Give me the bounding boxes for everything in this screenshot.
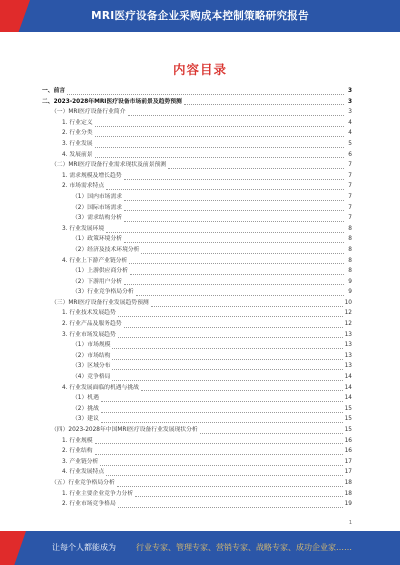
toc-entry-label: （2）下游用户分析 — [72, 278, 123, 285]
toc-leader-dots — [101, 395, 343, 402]
toc-entry-page: 14 — [344, 384, 352, 391]
toc-entry-label: （2）挑战 — [72, 405, 99, 412]
toc-leader-dots — [136, 289, 344, 296]
toc-entry-label: 2. 行业产品及服务趋势 — [62, 321, 122, 328]
toc-leader-dots — [168, 162, 344, 169]
toc-entry-page: 15 — [344, 416, 352, 423]
toc-entry-page: 3 — [348, 109, 352, 116]
toc-entry-page: 15 — [344, 427, 352, 433]
toc-entry-label: （3）区域分布 — [72, 363, 111, 370]
toc-entry-label: （1）机遇 — [72, 395, 99, 402]
toc-entry[interactable] — [42, 436, 352, 447]
toc-entry-label: 二、2023-2028年MRI医疗设备市场前景及趋势预测 — [42, 98, 182, 105]
toc-entry-page: 9 — [348, 289, 352, 296]
toc-entry-page: 4 — [348, 130, 352, 137]
toc-entry[interactable] — [42, 489, 352, 500]
toc-heading: 内容目录 — [172, 62, 227, 77]
toc-entry-page: 7 — [348, 183, 352, 190]
toc-entry-page: 3 — [347, 98, 352, 105]
toc-entry-page: 12 — [344, 321, 352, 328]
toc-entry[interactable] — [42, 319, 352, 330]
toc-entry[interactable] — [42, 308, 352, 319]
page-header — [0, 0, 400, 32]
toc-entry-page: 13 — [344, 352, 352, 359]
toc-entry-label: （3）需求结构分析 — [72, 215, 123, 222]
footer-slogan-left: 让每个人都能成为 — [52, 543, 116, 552]
toc-entry[interactable] — [42, 256, 352, 267]
page-footer — [0, 531, 400, 565]
toc-entry[interactable] — [42, 467, 352, 478]
toc-entry-page: 8 — [348, 225, 352, 232]
toc-entry[interactable] — [42, 404, 352, 415]
toc-entry[interactable] — [42, 446, 352, 457]
toc-entry-label: （1）市场规模 — [72, 342, 111, 349]
toc-leader-dots — [184, 98, 344, 105]
toc-entry[interactable] — [42, 213, 352, 224]
toc-entry-label: （1）国内市场需求 — [72, 193, 123, 200]
toc-entry[interactable] — [42, 181, 352, 192]
toc-leader-dots — [130, 268, 344, 275]
toc-entry-page: 7 — [348, 162, 352, 169]
toc-entry-page: 14 — [344, 374, 352, 381]
toc-entry-page: 7 — [348, 172, 352, 179]
toc-entry-page: 13 — [344, 342, 352, 349]
toc-leader-dots — [124, 236, 344, 243]
toc-entry-page: 13 — [344, 331, 352, 338]
toc-entry[interactable] — [42, 266, 352, 277]
toc-entry[interactable] — [42, 372, 352, 383]
toc-entry-page: 12 — [344, 310, 352, 317]
toc-entry[interactable] — [42, 499, 352, 510]
toc-leader-dots — [100, 459, 342, 466]
toc-entry-label: （三）MRI医疗设备行业发展趋势预测 — [51, 299, 149, 306]
toc-entry-label: 1. 行业定义 — [62, 119, 93, 126]
toc-entry-label: （3）行业竞争格局分析 — [72, 289, 134, 296]
toc-entry-label: （1）政策环境分析 — [72, 236, 123, 243]
toc-entry-page: 17 — [344, 458, 352, 465]
toc-entry-label: （3）建议 — [72, 416, 99, 423]
toc-entry[interactable] — [42, 107, 352, 118]
footer-slogan-right: 行业专家、管理专家、营销专家、战略专家、成功企业家…… — [136, 543, 352, 552]
toc-entry[interactable] — [42, 414, 352, 425]
toc-entry-page: 18 — [344, 479, 352, 486]
toc-leader-dots — [117, 480, 343, 487]
toc-entry-label: 1. 行业主要企业竞争力分析 — [62, 490, 134, 497]
toc-entry[interactable] — [42, 340, 352, 351]
toc-leader-dots — [118, 501, 343, 508]
toc-entry-label: 2. 市场需求特点 — [62, 183, 105, 190]
toc-leader-dots — [106, 183, 344, 190]
toc-entry-page: 15 — [344, 405, 352, 412]
toc-entry-page: 5 — [348, 140, 352, 147]
toc-entry-label: 1. 需求规模及增长趋势 — [62, 172, 122, 179]
toc-leader-dots — [118, 310, 343, 317]
toc-entry[interactable] — [42, 171, 352, 182]
toc-leader-dots — [106, 469, 342, 476]
toc-entry-label: 4. 发展前景 — [62, 151, 93, 158]
toc-leader-dots — [128, 109, 344, 116]
toc-entry-page: 8 — [348, 268, 352, 275]
toc-leader-dots — [200, 427, 343, 434]
toc-entry-label: 3. 行业发展 — [62, 140, 93, 147]
toc-entry[interactable] — [42, 224, 352, 235]
toc-entry[interactable] — [42, 330, 352, 341]
toc-entry-label: （4）竞争格局 — [72, 374, 111, 381]
toc-leader-dots — [118, 331, 343, 338]
toc-leader-dots — [95, 448, 343, 455]
toc-entry-label: 1. 行业规模 — [62, 437, 93, 444]
toc-entry-page: 14 — [344, 395, 352, 402]
toc-entry-page: 6 — [348, 151, 352, 158]
toc-entry-label: （2）经济及技术环境分析 — [72, 246, 140, 253]
toc-entry[interactable] — [42, 86, 352, 97]
toc-entry[interactable] — [42, 287, 352, 298]
toc-entry[interactable] — [42, 150, 352, 161]
toc-leader-dots — [95, 437, 343, 444]
toc-leader-dots — [124, 321, 343, 328]
toc-leader-dots — [112, 342, 342, 349]
toc-entry-label: 3. 行业市场发展趋势 — [62, 331, 116, 338]
toc-entry-label: （2）国际市场需求 — [72, 204, 123, 211]
toc-leader-dots — [95, 141, 344, 148]
toc-leader-dots — [112, 363, 342, 370]
toc-entry-label: 一、前言 — [42, 88, 66, 94]
toc-entry[interactable] — [42, 393, 352, 404]
toc-entry-page: 8 — [348, 257, 352, 264]
toc-entry-label: （二）MRI医疗设备行业需求现状及前景预测 — [51, 162, 167, 169]
toc-entry[interactable] — [42, 203, 352, 214]
toc-entry-label: （五）行业竞争格局分析 — [51, 479, 115, 486]
toc-entry-label: 3. 产业链分析 — [62, 458, 99, 465]
toc-entry[interactable] — [42, 383, 352, 394]
toc-leader-dots — [95, 151, 344, 158]
toc-entry-label: （1）上游供应商分析 — [72, 268, 128, 275]
toc-entry[interactable] — [42, 457, 352, 468]
toc-leader-dots — [135, 490, 342, 497]
toc-entry[interactable] — [42, 160, 352, 171]
toc-entry-label: 1. 行业技术发展趋势 — [62, 310, 116, 317]
toc-entry[interactable] — [42, 351, 352, 362]
toc-leader-dots — [124, 173, 344, 180]
toc-entry-page: 7 — [348, 204, 352, 211]
toc-entry-label: 4. 行业发展面临的机遇与挑战 — [62, 384, 139, 391]
toc-leader-dots — [151, 300, 343, 307]
toc-entry-label: 4. 行业上下游产业链分析 — [62, 257, 128, 264]
toc-leader-dots — [106, 226, 344, 233]
toc-entry-page: 17 — [344, 469, 352, 476]
toc-entry-label: 4. 行业发展特点 — [62, 469, 105, 476]
toc-leader-dots — [101, 416, 343, 423]
toc-entry-page: 16 — [344, 437, 352, 444]
toc-leader-dots — [124, 204, 344, 211]
toc-entry-page: 16 — [344, 448, 352, 455]
toc-entry-page: 18 — [344, 490, 352, 497]
toc-entry[interactable] — [42, 298, 352, 309]
toc-leader-dots — [95, 130, 344, 137]
toc-leader-dots — [141, 384, 343, 391]
toc-entry-page: 4 — [348, 119, 352, 126]
toc-entry-page: 8 — [348, 236, 352, 243]
toc-entry[interactable] — [42, 192, 352, 203]
toc-entry-label: （四）2023-2028年中国MRI医疗设备行业发展现状分析 — [51, 427, 198, 433]
toc-entry[interactable] — [42, 139, 352, 150]
toc-leader-dots — [95, 120, 344, 127]
toc-entry-label: 2. 行业结构 — [62, 448, 93, 455]
toc-entry-page: 8 — [348, 246, 352, 253]
toc-leader-dots — [112, 374, 342, 381]
toc-leader-dots — [112, 353, 342, 360]
toc-leader-dots — [67, 88, 344, 95]
toc-entry-page: 9 — [348, 278, 352, 285]
toc-entry-page: 19 — [344, 501, 352, 508]
toc-entry[interactable] — [42, 118, 352, 129]
report-title: MRI医疗设备企业采购成本控制策略研究报告 — [91, 10, 309, 22]
toc-entry-label: （2）市场结构 — [72, 352, 111, 359]
footer-accent — [0, 531, 26, 565]
toc-leader-dots — [101, 406, 343, 413]
toc-leader-dots — [124, 215, 344, 222]
table-of-contents — [42, 86, 352, 510]
toc-entry-label: （一）MRI医疗设备行业简介 — [51, 109, 126, 116]
toc-entry[interactable] — [42, 478, 352, 489]
page-number: 1 — [348, 520, 352, 526]
toc-leader-dots — [124, 194, 344, 201]
toc-entry[interactable] — [42, 277, 352, 288]
toc-entry-page: 10 — [344, 299, 352, 306]
toc-entry-page: 13 — [344, 363, 352, 370]
toc-entry-label: 2. 行业分类 — [62, 130, 93, 137]
toc-leader-dots — [124, 278, 344, 285]
toc-entry[interactable] — [42, 245, 352, 256]
toc-entry[interactable] — [42, 425, 352, 436]
toc-leader-dots — [141, 247, 344, 254]
toc-entry-page: 3 — [347, 88, 352, 94]
toc-entry-page: 7 — [348, 215, 352, 222]
toc-entry-page: 7 — [348, 193, 352, 200]
toc-leader-dots — [129, 257, 344, 264]
toc-entry[interactable] — [42, 97, 352, 108]
toc-entry[interactable] — [42, 361, 352, 372]
toc-entry[interactable] — [42, 128, 352, 139]
toc-entry-label: 2. 行业市场竞争格局 — [62, 501, 116, 508]
toc-entry[interactable] — [42, 234, 352, 245]
toc-entry-label: 3. 行业发展环境 — [62, 225, 105, 232]
